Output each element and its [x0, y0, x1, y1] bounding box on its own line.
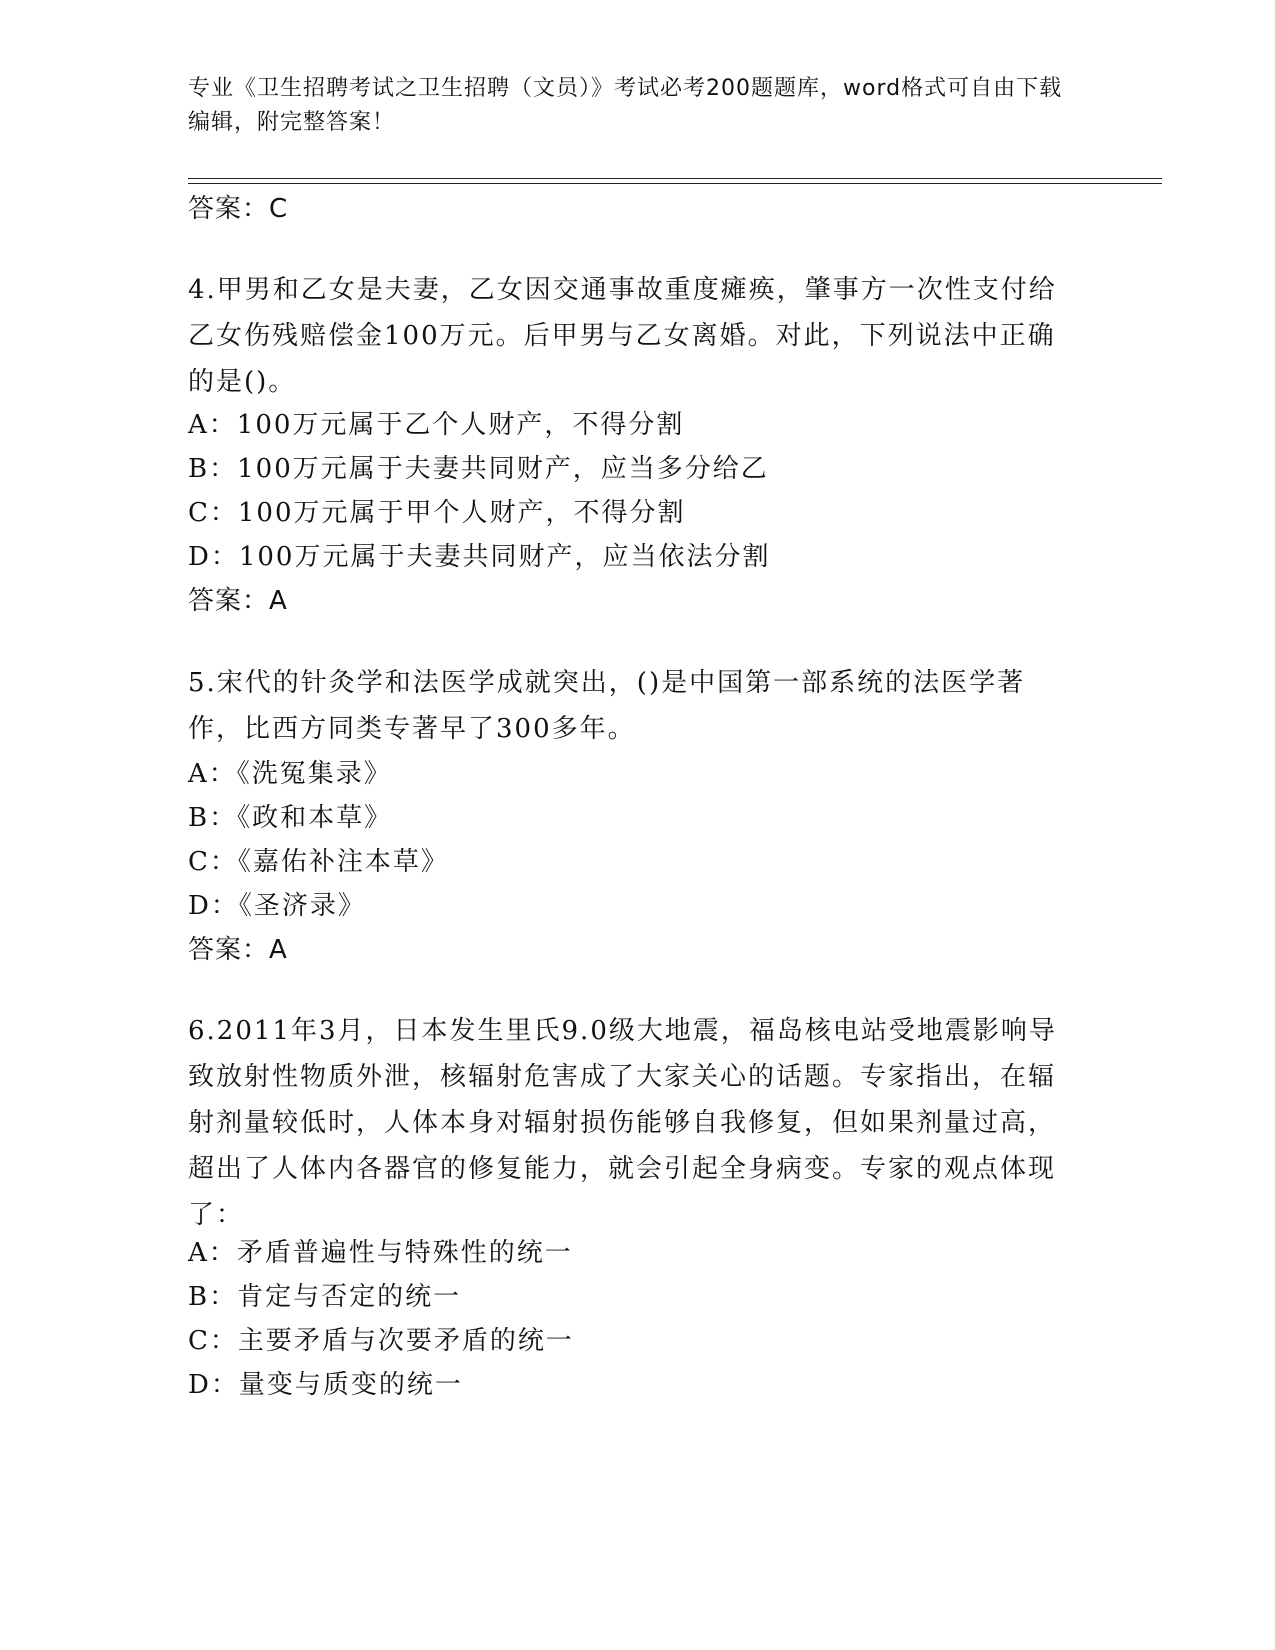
question-4-option-a: A：100万元属于乙个人财产，不得分割 [188, 410, 685, 440]
question-4-option-b: B：100万元属于夫妻共同财产，应当多分给乙 [188, 454, 769, 484]
question-6-stem: 6.2011年3月，日本发生里氏9.0级大地震，福岛核电站受地震影响导致放射性物质外泄，核辐射危害成了大家关心的话题。专家指出，在辐射剂量较低时，人体本身对辐射损伤能够自我修复，但如果剂量过高，超出了人体内各器官的修复能力，就会引起全身病变。专家的观点体现了： [188, 1016, 1057, 1230]
answer-prev: 答案：C [188, 194, 289, 224]
question-4-stem: 4.甲男和乙女是夫妻，乙女因交通事故重度瘫痪，肇事方一次性支付给乙女伤残赔偿金100万元。后甲男与乙女离婚。对此，下列说法中正确的是()。 [188, 275, 1057, 397]
header-divider-top [188, 178, 1162, 179]
question-6-option-c: C：主要矛盾与次要矛盾的统一 [188, 1326, 574, 1356]
question-6-option-d: D：量变与质变的统一 [188, 1370, 463, 1400]
question-4-option-c: C：100万元属于甲个人财产，不得分割 [188, 498, 686, 528]
question-4-answer: 答案：A [188, 586, 288, 616]
question-6-option-a: A：矛盾普遍性与特殊性的统一 [188, 1238, 573, 1268]
question-6-option-b: B：肯定与否定的统一 [188, 1282, 462, 1312]
question-5-stem: 5.宋代的针灸学和法医学成就突出，()是中国第一部系统的法医学著作，比西方同类专著早了300多年。 [188, 668, 1026, 744]
question-5-option-c: C：《嘉佑补注本草》 [188, 847, 449, 877]
question-5-answer: 答案：A [188, 935, 288, 965]
document-header: 专业《卫生招聘考试之卫生招聘（文员）》考试必考200题题库，word格式可自由下载编辑，附完整答案！ [188, 76, 1063, 135]
question-5-option-a: A：《洗冤集录》 [188, 759, 392, 789]
question-5-option-b: B：《政和本草》 [188, 803, 393, 833]
header-divider-bottom [188, 183, 1162, 184]
question-5-option-d: D：《圣济录》 [188, 891, 366, 921]
question-4-option-d: D：100万元属于夫妻共同财产，应当依法分割 [188, 542, 771, 572]
